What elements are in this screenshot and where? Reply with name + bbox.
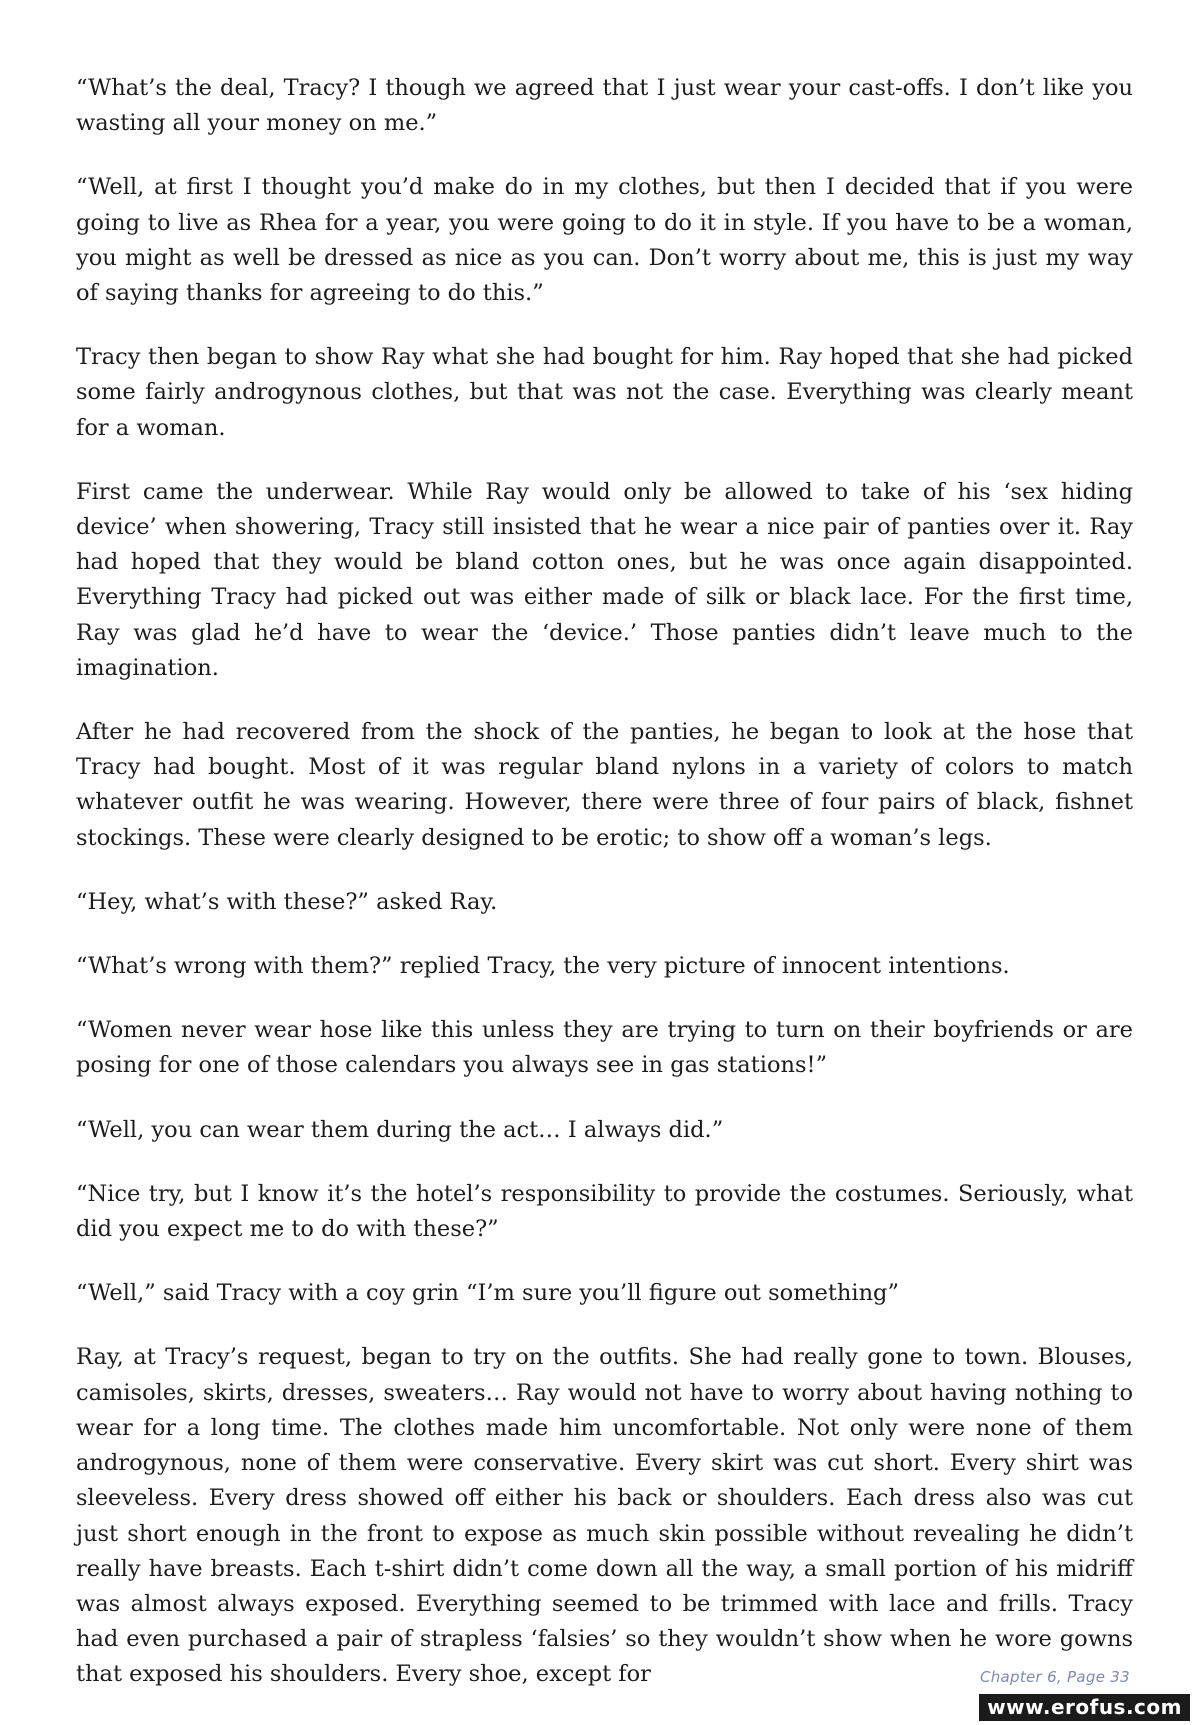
page-number-label: Chapter 6, Page 33 xyxy=(979,1668,1130,1686)
paragraph-5: After he had recovered from the shock of the panties, he began to look at the hose that Tracy had bought. Most of it was regular bland nylons in a variety of colors to match whatever outfit he was wearing. However, there were three of four pairs of black, fishnet stockings. These were clearly designed to be erotic; to show off a woman’s legs. xyxy=(76,719,1133,851)
paragraph-11: “Well,” said Tracy with a coy grin “I’m sure you’ll figure out something” xyxy=(76,1280,899,1307)
paragraph-10: “Nice try, but I know it’s the hotel’s responsibility to provide the costumes. Seriously, what did you expect me to do with these?” xyxy=(76,1180,1133,1243)
paragraph-1: “What’s the deal, Tracy? I though we agreed that I just wear your cast-offs. I don’t like you wasting all your money on me.” xyxy=(76,75,1133,137)
paragraph-8: “Women never wear hose like this unless they are trying to turn on their boyfriends or are posing for one of those calendars you always see in gas stations!” xyxy=(76,1017,1133,1079)
paragraph-7: “What’s wrong with them?” replied Tracy, the very picture of innocent intentions. xyxy=(76,953,1010,980)
paragraph-2: “Well, at first I thought you’d make do in my clothes, but then I decided that if you were going to live as Rhea for a year, you were going to do it in style. If you have to be a woman, you might as well be dressed as nice as you can. Don’t worry about me, this is just my way of saying thanks for agreeing to do this.” xyxy=(76,174,1133,307)
paragraph-3: Tracy then began to show Ray what she had bought for him. Ray hoped that she had picked some fairly androgynous clothes, but that was not the case. Everything was clearly meant for a woman. xyxy=(76,344,1133,441)
paragraph-4: First came the underwear. While Ray would only be allowed to take of his ‘sex hiding device’ when showering, Tracy still insisted that he wear a nice pair of panties over it. Ray had hoped that they would be bland cotton ones, but he was once again disappointed. Everything Tracy had picked out was either made of silk or black lace. For the first time, Ray was glad he’d have to wear the ‘device.’ Those panties didn’t leave much to the imagination. xyxy=(76,478,1133,681)
paragraph-9: “Well, you can wear them during the act… I always did.” xyxy=(76,1116,724,1143)
body-text xyxy=(76,71,1133,1693)
watermark: www.erofus.com xyxy=(979,1694,1190,1721)
paragraph-6: “Hey, what’s with these?” asked Ray. xyxy=(76,888,498,915)
paragraph-12: Ray, at Tracy’s request, began to try on the outfits. She had really gone to town. Blouses, camisoles, skirts, dresses, sweaters… Ray would not have to worry about having nothing to wear for a long time. The clothes made him uncomfortable. Not only were none of them androgynous, none of them were conservative. Every skirt was cut short. Every shirt was sleeveless. Every dress showed off either his back or shoulders. Each dress also was cut just short enough in the front to expose as much skin possible without revealing he didn’t really have breasts. Each t-shirt didn’t come down all the way, a small portion of his midriff was almost always exposed. Everything seemed to be trimmed with lace and frills. Tracy had even purchased a pair of strapless ‘falsies’ so they wouldn’t show when he wore gowns that exposed his shoulders. Every shoe, except for xyxy=(76,1344,1133,1688)
